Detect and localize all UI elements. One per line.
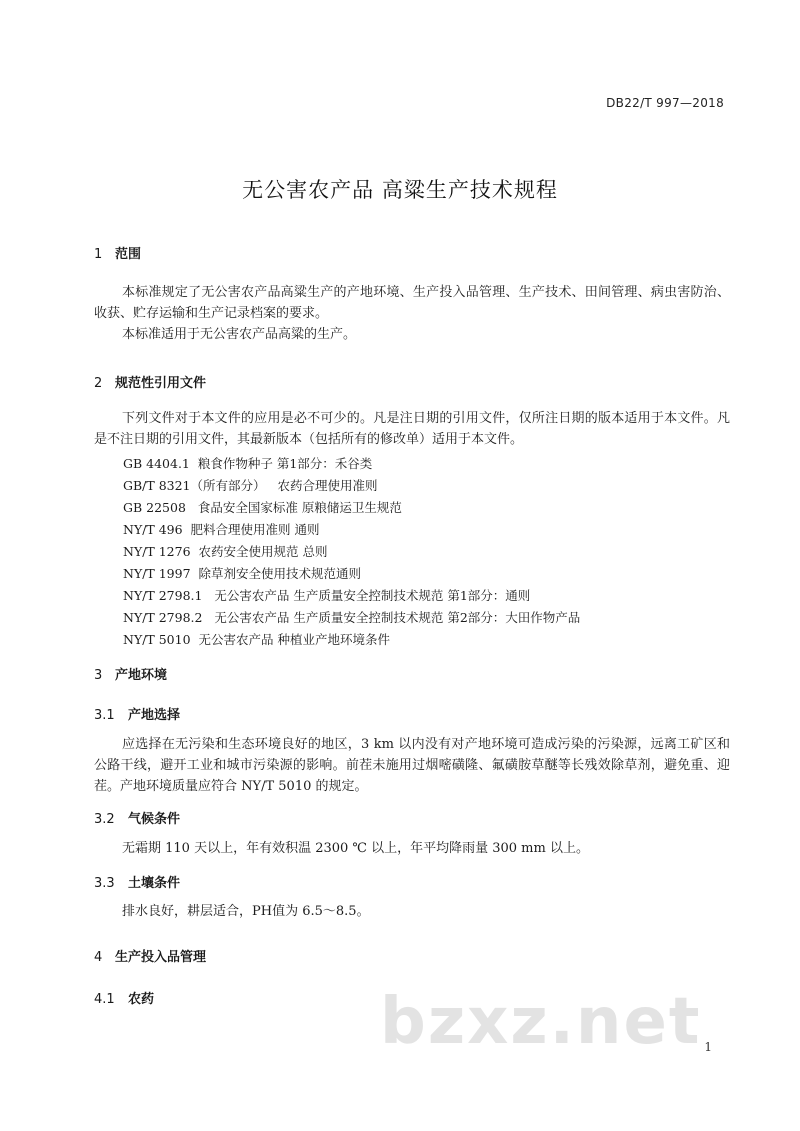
reference-title: 食品安全国家标准 原粮储运卫生规范: [197, 500, 402, 515]
reference-code: NY/T 1276: [123, 544, 191, 559]
section-heading-1: [94, 243, 141, 262]
watermark: bzxz.net: [380, 985, 702, 1059]
section-title: 气候条件: [128, 812, 181, 827]
section-number: 2: [94, 376, 103, 391]
page-number: 1: [704, 1040, 712, 1054]
document-title: 无公害农产品 高粱生产技术规程: [242, 178, 558, 202]
section-title: 生产投入品管理: [115, 950, 207, 965]
subsection-heading-3-2: [94, 808, 180, 827]
reference-item: [123, 542, 327, 560]
paragraph: 应选择在无污染和生态环境良好的地区，3 km 以内没有对产地环境可造成污染的污染源，远离工矿区和公路干线，避开工业和城市污染源的影响。前茬未施用过烟嘧磺隆、氟磺胺草醚等长残效除草剂，避免重、迎茬。产地环境质量应符合 NY/T 5010 的规定。: [94, 737, 730, 794]
reference-title: 无公害农产品 生产质量安全控制技术规范 第1部分：通则: [214, 588, 531, 603]
reference-item: [123, 476, 377, 494]
section-heading-4: [94, 946, 206, 965]
subsection-heading-4-1: [94, 988, 154, 1007]
section-heading-3: [94, 664, 167, 683]
reference-code: GB 4404.1: [123, 456, 190, 471]
section-number: 4: [94, 950, 103, 965]
standard-code: DB22/T 997—2018: [606, 96, 724, 110]
paragraph: 下列文件对于本文件的应用是必不可少的。凡是注日期的引用文件，仅所注日期的版本适用于本文件。凡是不注日期的引用文件，其最新版本（包括所有的修改单）适用于本文件。: [94, 411, 730, 447]
section-number: 4.1: [94, 992, 115, 1007]
section-number: 3.2: [94, 812, 115, 827]
reference-code: NY/T 2798.1: [123, 588, 203, 603]
paragraph: 本标准适用于无公害农产品高粱的生产。: [122, 327, 357, 342]
section-title: 规范性引用文件: [115, 376, 207, 391]
reference-item: [123, 564, 361, 582]
section-title: 产地选择: [128, 708, 181, 723]
reference-title: 农药安全使用规范 总则: [198, 544, 328, 559]
paragraph: 无霜期 110 天以上，年有效积温 2300 ℃ 以上，年平均降雨量 300 mm 以上。: [122, 841, 589, 856]
reference-code: GB 22508: [123, 500, 186, 515]
subsection-heading-3-3: [94, 872, 180, 891]
subsection-heading-3-1: [94, 704, 180, 723]
reference-code: NY/T 496: [123, 522, 183, 537]
section-number: 3.3: [94, 876, 115, 891]
reference-item: [123, 498, 402, 516]
section-number: 3.1: [94, 708, 115, 723]
section-number: 1: [94, 247, 103, 262]
reference-title: 无公害农产品 生产质量安全控制技术规范 第2部分：大田作物产品: [214, 610, 581, 625]
reference-code: NY/T 2798.2: [123, 610, 203, 625]
section-title: 农药: [128, 992, 155, 1007]
paragraph: 本标准规定了无公害农产品高粱生产的产地环境、生产投入品管理、生产技术、田间管理、病虫害防治、收获、贮存运输和生产记录档案的要求。: [94, 285, 730, 321]
reference-code: NY/T 5010: [123, 632, 191, 647]
section-number: 3: [94, 668, 103, 683]
reference-item: [123, 630, 390, 648]
section-heading-2: [94, 372, 206, 391]
section-title: 土壤条件: [128, 876, 181, 891]
reference-title: 农药合理使用准则: [277, 478, 378, 493]
section-title: 产地环境: [115, 668, 168, 683]
reference-title: 除草剂安全使用技术规范通则: [198, 566, 361, 581]
reference-code: NY/T 1997: [123, 566, 191, 581]
reference-item: [123, 586, 530, 604]
reference-item: [123, 454, 372, 472]
reference-code: GB/T 8321（所有部分）: [123, 478, 266, 493]
reference-title: 无公害农产品 种植业产地环境条件: [198, 632, 390, 647]
reference-item: [123, 520, 320, 538]
reference-title: 肥料合理使用准则 通则: [190, 522, 320, 537]
reference-item: [123, 608, 580, 626]
section-title: 范围: [115, 247, 142, 262]
paragraph: 排水良好，耕层适合，PH值为 6.5～8.5。: [122, 904, 370, 919]
reference-title: 粮食作物种子 第1部分：禾谷类: [197, 456, 373, 471]
